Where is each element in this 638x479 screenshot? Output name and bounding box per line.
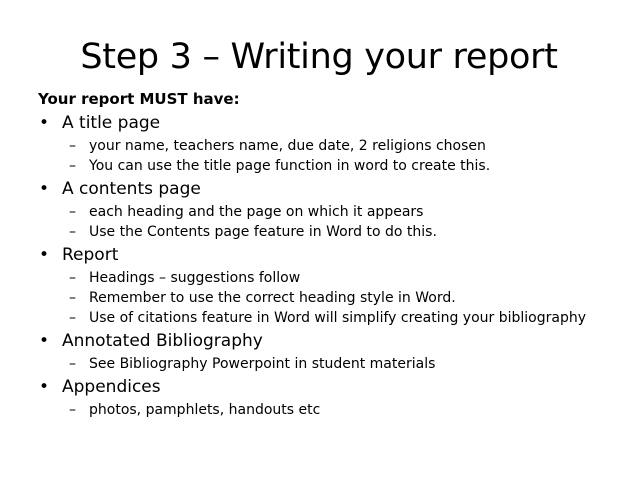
bullet-marker: • bbox=[39, 331, 50, 351]
bullet-title-page bbox=[38, 111, 618, 135]
bullet-label: Appendices bbox=[62, 377, 161, 397]
sub-item-text: Use of citations feature in Word will simplify creating your bibliography bbox=[89, 310, 587, 326]
sub-item bbox=[38, 310, 618, 327]
sub-item-text: photos, pamphlets, handouts etc bbox=[89, 402, 321, 418]
bullet-label: Annotated Bibliography bbox=[62, 331, 263, 351]
bullet-marker: • bbox=[39, 245, 50, 265]
sub-marker: – bbox=[69, 356, 76, 372]
bullet-report bbox=[38, 243, 618, 267]
sub-item bbox=[38, 290, 618, 307]
sub-marker: – bbox=[69, 310, 76, 326]
bullet-annotated-bibliography bbox=[38, 329, 618, 353]
sub-marker: – bbox=[69, 290, 76, 306]
bullet-appendices bbox=[38, 375, 618, 399]
sub-marker: – bbox=[69, 270, 76, 286]
sub-item bbox=[38, 356, 618, 373]
sub-marker: – bbox=[69, 402, 76, 418]
sub-marker: – bbox=[69, 158, 76, 174]
sub-marker: – bbox=[69, 138, 76, 154]
sub-item bbox=[38, 138, 618, 155]
sub-item-text: your name, teachers name, due date, 2 religions chosen bbox=[89, 138, 486, 154]
sub-item-text: You can use the title page function in word to create this. bbox=[89, 158, 491, 174]
sub-item-text: Remember to use the correct heading style in Word. bbox=[89, 290, 456, 306]
bullet-label: A contents page bbox=[62, 179, 201, 199]
sub-item-text: See Bibliography Powerpoint in student materials bbox=[89, 356, 436, 372]
bullet-marker: • bbox=[39, 113, 50, 133]
bullet-marker: • bbox=[39, 377, 50, 397]
bullet-label: A title page bbox=[62, 113, 161, 133]
intro-text: Your report MUST have: bbox=[38, 90, 240, 108]
sub-item bbox=[38, 224, 618, 241]
sub-item bbox=[38, 158, 618, 175]
sub-item bbox=[38, 204, 618, 221]
bullet-label: Report bbox=[62, 245, 119, 265]
bullet-marker: • bbox=[39, 179, 50, 199]
sub-item bbox=[38, 270, 618, 287]
bullet-contents-page bbox=[38, 177, 618, 201]
sub-item-text: Headings – suggestions follow bbox=[89, 270, 301, 286]
slide-title: Step 3 – Writing your report bbox=[80, 37, 558, 77]
sub-marker: – bbox=[69, 224, 76, 240]
sub-item-text: each heading and the page on which it appears bbox=[89, 204, 424, 220]
sub-marker: – bbox=[69, 204, 76, 220]
sub-item-text: Use the Contents page feature in Word to do this. bbox=[89, 224, 437, 240]
slide-body bbox=[38, 88, 618, 419]
sub-item bbox=[38, 402, 618, 419]
